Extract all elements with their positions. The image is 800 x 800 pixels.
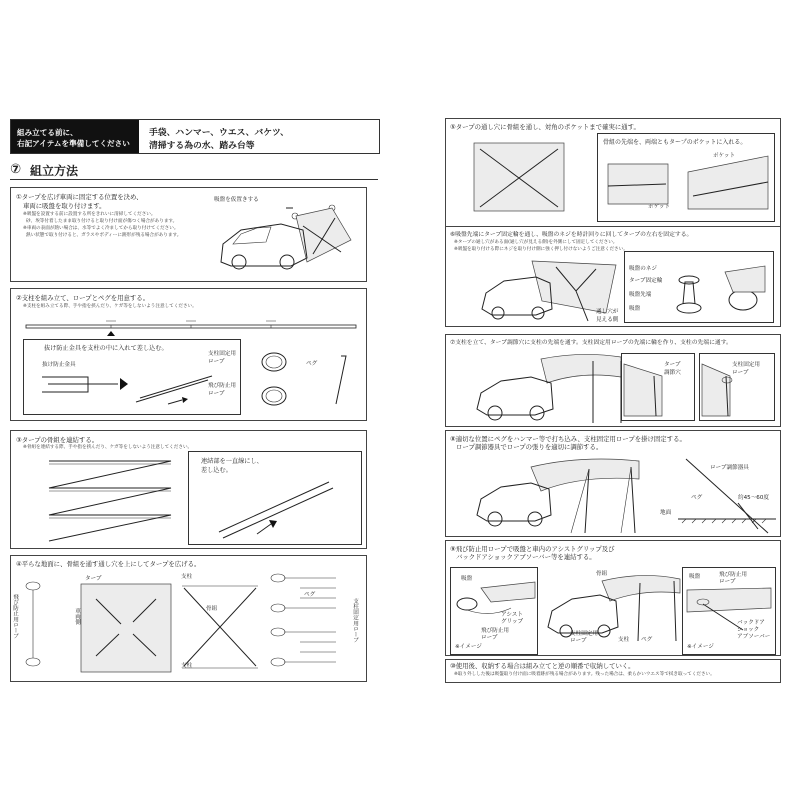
step-7-car-illustration [471, 347, 621, 425]
step-4-peg-label: ペグ [304, 592, 316, 598]
step-3-panel [10, 430, 367, 549]
step-6-callout-box [624, 251, 774, 323]
step-2-note: ※支柱を組み立てる際、手や指を挟んだり、ケガ等をしないよう注意してください。 [23, 304, 197, 309]
step-5-tarp-illustration [464, 133, 584, 223]
step-3-note: ※骨組を連結する際、手や指を挟んだり、ケガ等をしないよう注意してください。 [23, 445, 193, 450]
step-8-text-a: ⑧適切な位置にペグをハンマー等で打ち込み、支柱固定用ロープを掛け固定する。 [450, 435, 686, 443]
step-3-callout-box [188, 451, 362, 545]
step-7-callout-a [621, 353, 695, 421]
step-9-back-label-3: アブソーバー [737, 634, 771, 640]
step-9-peg-label: ペグ [641, 637, 653, 643]
step-3-frame-illustration [41, 455, 181, 545]
step-9-right-cup-label: 吸盤 [689, 574, 701, 580]
step-5-pocket1-label: ポケット [713, 153, 736, 159]
step-9-pole-rope-label-a: 支柱固定用 [570, 631, 598, 637]
step-9-cup-label: 吸盤 [461, 576, 473, 582]
step-2-rope2-label-b: ロープ [208, 391, 225, 397]
prep-items-line2: 清掃する為の水、踏み台等 [149, 141, 255, 151]
step-9-panel [445, 540, 781, 656]
step-4-panel [10, 555, 367, 682]
step-7-panel [445, 334, 781, 427]
step-7-text: ⑦支柱を立て、タープ調節穴に支柱の先端を通す。支柱固定用ロープの先端に輪を作り、支柱の先端に通す。 [450, 340, 732, 346]
step-2-callout-text: 抜け防止金具を支柱の中に入れて差し込む。 [44, 345, 168, 352]
step-6-panel [445, 226, 781, 327]
step-6-screw-label: 吸盤のネジ [629, 266, 657, 272]
prep-header [10, 119, 380, 154]
step-6-cup-illustration [625, 252, 770, 320]
step-4-pole-top-label: 支柱 [181, 574, 193, 580]
step-10-note: ※取り外しした後は吸盤取り付け面に吸着跡が残る場合があります。残った場合は、柔らかいウエス等で拭き取ってください。 [454, 672, 715, 677]
step-2-pole-illustration [21, 317, 361, 337]
step-9-right-fly-label-b: ロープ [719, 579, 736, 585]
step-9-frame-label: 骨組 [596, 571, 608, 577]
step-7-label-2b: ロープ [732, 370, 749, 376]
step-9-fly-label-a: 飛び防止用 [481, 628, 509, 634]
step-9-image-label-1: ※イメージ [455, 644, 482, 650]
prep-items-line1: 手袋、ハンマー、ウエス、バケツ、 [149, 128, 289, 138]
step-8-peg-label: ペグ [691, 495, 703, 501]
step-5-pocket2-label: ポケット [648, 204, 671, 210]
step-4-frame-illustration [176, 580, 276, 675]
step-3-text: ③タープの骨組を連結する。 [16, 436, 99, 444]
section-title: 組立方法 [30, 164, 79, 178]
section-number: ⑦ [10, 162, 22, 177]
step-6-tip-label: 吸盤先端 [629, 292, 652, 298]
step-8-adjuster-label: ロープ調節器具 [710, 465, 749, 471]
step-6-cup-label: 吸盤 [629, 306, 641, 312]
step-1-cup-label: 吸盤を仮置きする [214, 197, 259, 203]
step-8-text-b: ロープ調節器具でロープの張りを適切に調節する。 [456, 443, 603, 451]
step-5-pocket-illustration [598, 134, 773, 219]
step-10-text: ⑩使用後、収納する場合は組み立てと逆の順番で収納していく。 [450, 662, 635, 670]
step-2-text: ②支柱を組み立て、ロープとペグを用意する。 [16, 294, 150, 302]
step-7-label-1a: タープ [664, 362, 681, 368]
step-4-tarp-illustration [21, 574, 191, 684]
step-10-panel [445, 659, 781, 683]
step-9-pole-label: 支柱 [618, 637, 630, 643]
step-4-pole-bottom-label: 支柱 [181, 663, 193, 669]
step-9-car-illustration [542, 571, 682, 646]
step-2-stopper-label: 抜け防止金具 [42, 362, 76, 368]
step-6-ring-label: タープ固定輪 [629, 278, 663, 284]
section-rule [10, 179, 378, 180]
step-7-pole-tip-illustration [622, 354, 692, 418]
step-2-rope1-label-b: ロープ [208, 359, 225, 365]
step-3-callout-line1: 連結部を一直線にし、 [201, 458, 263, 465]
prep-header-line2: 右記アイテムを準備してください [17, 139, 130, 148]
step-6-note-1: ※タープの通し穴がある面(通し穴が見える側)を外側にして固定してください。 [454, 240, 618, 245]
step-4-vehicle-side-label: 車両側 [74, 608, 80, 625]
step-6-note-2: ※吸盤を取り付ける際にネジを取り付け側に強く押し付けないようご注意ください。 [454, 247, 628, 252]
step-9-backdoor-illustration [683, 568, 773, 652]
step-7-rope-loop-illustration [700, 354, 772, 418]
step-1-panel [10, 187, 367, 282]
step-3-joint-illustration [189, 452, 359, 542]
step-9-right-fly-label-a: 飛び防止用 [719, 572, 747, 578]
step-5-callout-box [597, 133, 775, 222]
step-2-panel [10, 288, 367, 421]
step-5-panel [445, 118, 781, 227]
step-2-rope1-label-a: 支柱固定用 [208, 351, 236, 357]
step-7-label-1b: 調節穴 [664, 370, 681, 376]
step-4-fly-rope-label: 飛び防止用ロープ [12, 594, 18, 639]
step-5-callout-text: 骨組の先端を、両端ともタープのポケットに入れる。 [603, 139, 747, 146]
step-4-pole-rope-label: 支柱固定用ロープ [352, 598, 358, 643]
step-6-text: ⑥吸盤先端にタープ固定輪を通し、吸盤のネジを時計回りに回してタープの左右を固定する。 [450, 232, 693, 238]
step-9-text-b: バックドアショックアブソーバー等を連結する。 [456, 553, 596, 561]
step-9-assist-label-b: グリップ [501, 619, 524, 625]
step-1-text-b: 車両に吸盤を取り付けます。 [23, 202, 106, 210]
prep-header-line1: 組み立てる前に、 [17, 128, 78, 137]
step-9-image-label-2: ※イメージ [687, 644, 714, 650]
step-8-car-illustration [471, 453, 641, 533]
step-1-note-2: 砂、埃等付着したまま取り付けると取り付け面が傷つく場合があります。 [26, 219, 178, 224]
step-3-callout-line2: 差し込む。 [201, 467, 232, 474]
step-4-text: ④平らな地面に、骨組を通す通し穴を上にしてタープを広げる。 [16, 560, 201, 568]
step-9-pole-rope-label-b: ロープ [570, 638, 587, 644]
step-9-callout-right [682, 567, 776, 655]
step-1-note-4: 熱い状態で取り付けると、ガラスやボディーに跡形が残る場合があります。 [26, 233, 182, 238]
step-7-label-2a: 支柱固定用 [732, 362, 760, 368]
step-4-frame-label: 骨組 [206, 606, 218, 612]
step-9-callout-left [450, 567, 538, 655]
step-2-rope-peg-illustration [246, 344, 366, 414]
step-9-text-a: ⑨飛び防止用ロープで吸盤と車内のアシストグリップ及び [450, 545, 615, 553]
step-9-fly-label-b: ロープ [481, 635, 498, 641]
step-5-text: ⑤タープの通し穴に骨組を通し、対角のポケットまで確実に通す。 [450, 123, 640, 131]
section-heading [10, 160, 378, 180]
step-8-peg-illustration [658, 453, 778, 533]
step-9-assist-label-a: アシスト [501, 612, 523, 618]
step-1-text-a: ①タープを広げ車両に固定する位置を決め、 [16, 193, 143, 201]
step-8-angle-label: 約45〜60度 [738, 495, 770, 501]
prep-header-black [11, 120, 139, 153]
step-1-note-3: ※車両の表面が熱い場合は、水等でよく冷ましてから取り付けてください。 [23, 226, 179, 231]
step-1-car-illustration [211, 196, 361, 276]
step-9-assist-illustration [451, 568, 536, 652]
step-9-back-label-1: バックドア [737, 620, 765, 626]
step-2-peg-label: ペグ [306, 361, 318, 367]
step-8-ground-label: 地面 [660, 510, 672, 516]
step-2-joint-illustration [28, 352, 238, 412]
step-4-pegs-illustration [266, 570, 351, 680]
step-2-rope2-label-a: 飛び防止用 [208, 383, 236, 389]
step-8-panel [445, 430, 781, 537]
step-7-callout-b [699, 353, 775, 421]
step-9-back-label-2: ショック [737, 627, 760, 633]
step-1-note-1: ※吸盤を設置する前に設置する所をきれいに清掃してください。 [23, 212, 156, 217]
step-6-hole-label-b: 見える側 [596, 317, 619, 323]
step-4-tarp-label: タープ [85, 576, 102, 582]
step-6-hole-label-a: 通し穴が [596, 309, 619, 315]
